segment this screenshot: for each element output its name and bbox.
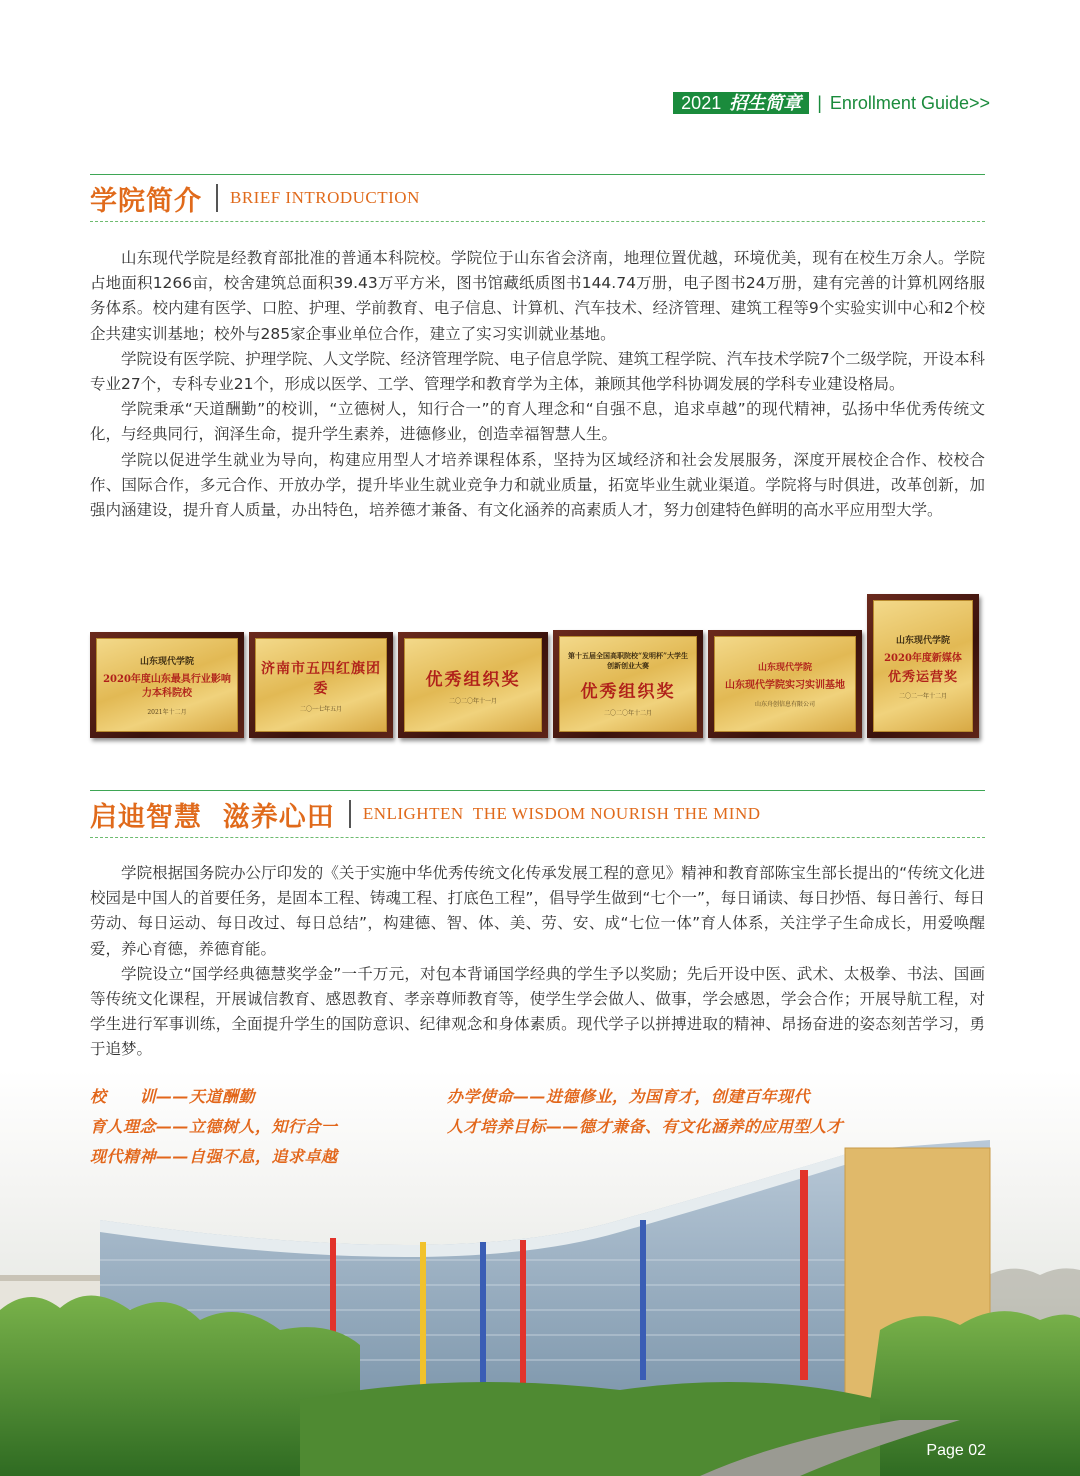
award-big: 优秀组织奖 xyxy=(425,670,521,690)
section-culture-body xyxy=(90,861,985,1063)
culture-paragraph: 学院根据国务院办公厅印发的《关于实施中华优秀传统文化传承发展工程的意见》精神和教育部陈宝生部长提出的“传统文化进校园是中国人的首要任务，是固本工程、铸魂工程、打底色工程”，倡导学生做到“七个一”，每日诵读、每日抄悟、每日善行、每日劳动、每日运动、每日改过、每日总结”，构建德、智、体、美、劳、安、成“七位一体”育人体系，关注学子生命成长，用爱唤醒爱，养心育德，养德育能。 xyxy=(90,864,985,958)
award-plaque xyxy=(867,594,979,738)
award-plaque xyxy=(90,632,244,738)
section-culture-heading xyxy=(90,790,985,838)
mottos-right xyxy=(447,1082,843,1142)
award-foot: 二〇一七年五月 xyxy=(299,705,342,713)
header-year-box xyxy=(673,92,809,114)
heading-dashed-line xyxy=(90,221,985,222)
header-separator: | xyxy=(817,92,822,113)
section-intro-title-cn: 学院简介 xyxy=(90,185,202,217)
heading-divider xyxy=(349,800,351,828)
section-intro-body xyxy=(90,246,985,523)
award-main: 2020年度新媒体 xyxy=(884,652,962,664)
award-foot: 2021年十二月 xyxy=(147,709,187,716)
motto-line: 办学使命——进德修业，为国育才，创建百年现代 xyxy=(447,1087,811,1106)
header-guide-cn: 招生简章 xyxy=(729,93,802,113)
campus-photo xyxy=(0,1070,1080,1476)
award-foot: 二〇二一年十二月 xyxy=(898,692,947,700)
award-main: 2020年度山东最具行业影响力本科院校 xyxy=(103,674,231,699)
mottos-left xyxy=(90,1082,338,1172)
award-big: 优秀组织奖 xyxy=(580,682,676,702)
motto-line: 育人理念——立德树人，知行合一 xyxy=(90,1117,338,1136)
heading-divider xyxy=(216,184,218,212)
header-year: 2021 xyxy=(681,93,722,113)
motto-line: 校 训——天道酬勤 xyxy=(90,1087,256,1106)
section-culture-title-cn: 启迪智慧 滋养心田 xyxy=(90,801,335,833)
award-plaque xyxy=(553,630,703,738)
intro-paragraph: 学院以促进学生就业为导向，构建应用型人才培养课程体系，坚持为区域经济和社会发展服务，深度开展校企合作、校校合作、国际合作，多元合作、开放办学，提升毕业生就业竞争力和就业质量，拓宽毕业生就业渠道。学院将与时俱进，改革创新，加强内涵建设，提升育人质量，办出特色，培养德才兼备、有文化涵养的高素质人才，努力创建特色鲜明的高水平应用型大学。 xyxy=(90,450,985,520)
section-culture-title-en: ENLIGHTEN THE WISDOM NOURISH THE MIND xyxy=(362,804,761,823)
header-tag xyxy=(673,92,990,114)
award-main: 山东现代学院实习实训基地 xyxy=(725,680,845,691)
intro-paragraph: 学院设有医学院、护理学院、人文学院、经济管理学院、电子信息学院、建筑工程学院、汽车技术学院7个二级学院，开设本科专业27个，专科专业21个，形成以医学、工学、管理学和教育学为主体，兼顾其他学科协调发展的学科专业建设格局。 xyxy=(90,349,985,394)
award-big: 优秀运营奖 xyxy=(887,669,958,685)
award-top: 山东现代学院 xyxy=(895,635,950,646)
section-intro-heading xyxy=(90,174,985,222)
culture-paragraph: 学院设立“国学经典德慧奖学金”一千万元，对包本背诵国学经典的学生予以奖励；先后开设中医、武术、太极拳、书法、国画等传统文化课程，开展诚信教育、感恩教育、孝亲尊师教育等，使学生学会做人、做事，学会感恩，学会合作；开展导航工程，对学生进行军事训练，全面提升学生的国防意识、纪律观念和身体素质。现代学子以拼搏进取的精神、昂扬奋进的姿态刻苦学习，勇于追梦。 xyxy=(90,964,985,1059)
award-plaque xyxy=(708,630,862,738)
intro-paragraph: 学院秉承“天道酬勤”的校训，“立德树人，知行合一”的育人理念和“自强不息，追求卓越”的现代精神，弘扬中华优秀传统文化，与经典同行，润泽生命，提升学生素养，进德修业，创造幸福智慧人生。 xyxy=(90,400,985,444)
award-plaque xyxy=(249,632,393,738)
award-top: 第十五届全国高职院校“发明杯”大学生创新创业大赛 xyxy=(567,651,689,670)
award-top: 山东现代学院 xyxy=(757,663,812,673)
heading-dashed-line xyxy=(90,837,985,838)
section-intro-title-en: BRIEF INTRODUCTION xyxy=(230,188,420,207)
award-foot: 二〇二〇年十二月 xyxy=(603,710,652,717)
motto-line: 现代精神——自强不息，追求卓越 xyxy=(90,1147,338,1166)
award-top: 山东现代学院 xyxy=(139,657,194,667)
motto-line: 人才培养目标——德才兼备、有文化涵养的应用型人才 xyxy=(447,1117,844,1136)
award-foot: 二〇二〇年十一月 xyxy=(448,698,497,705)
intro-paragraph: 山东现代学院是经教育部批准的普通本科院校。学院位于山东省会济南，地理位置优越，环境优美，现有在校生万余人。学院占地面积1266亩，校舍建筑总面积39.43万平方米，图书馆藏纸质图书144.74万册，电子图书24万册，建有完善的计算机网络服务体系。校内建有医学、口腔、护理、学前教育、电子信息、计算机、汽车技术、经济管理、建筑工程等9个实验实训中心和2个校企共建实训基地；校外与285家企事业单位合作，建立了实习实训就业基地。 xyxy=(90,249,985,343)
award-big: 济南市五四红旗团委 xyxy=(261,660,381,697)
award-foot: 山东舟创信息有限公司 xyxy=(754,701,815,708)
award-plaque xyxy=(398,632,548,738)
page-number: Page 02 xyxy=(926,1442,986,1459)
header-guide-en: Enrollment Guide>> xyxy=(829,92,990,113)
award-plaques xyxy=(90,596,982,746)
